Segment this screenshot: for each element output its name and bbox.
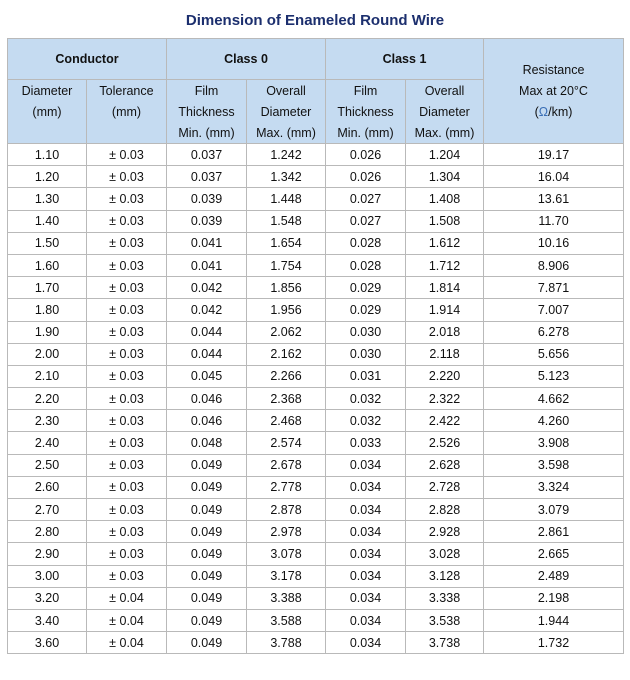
cell-c1-film: 0.034 [326, 543, 406, 565]
cell-diameter: 2.90 [8, 543, 87, 565]
cell-resistance: 1.732 [484, 632, 624, 654]
cell-diameter: 1.90 [8, 321, 87, 343]
table-row [8, 299, 624, 321]
cell-diameter: 3.40 [8, 609, 87, 631]
cell-tolerance: ± 0.03 [87, 299, 167, 321]
cell-c0-overall: 1.242 [247, 144, 326, 166]
cell-diameter: 2.80 [8, 521, 87, 543]
header-diameter-line1: Diameter [8, 80, 87, 102]
cell-diameter: 3.20 [8, 587, 87, 609]
cell-c0-overall: 3.788 [247, 632, 326, 654]
cell-diameter: 2.30 [8, 410, 87, 432]
cell-c1-film: 0.034 [326, 587, 406, 609]
cell-c0-overall: 2.574 [247, 432, 326, 454]
header-diameter-line2: (mm) [8, 101, 87, 122]
cell-c0-overall: 1.856 [247, 277, 326, 299]
table-row [8, 166, 624, 188]
cell-c0-film: 0.049 [167, 587, 247, 609]
cell-c1-overall: 2.628 [406, 454, 484, 476]
header-c0-overall-line1: Overall [247, 80, 326, 102]
cell-tolerance: ± 0.03 [87, 144, 167, 166]
cell-diameter: 2.00 [8, 343, 87, 365]
header-c1-overall-line1: Overall [406, 80, 484, 102]
cell-c1-overall: 3.128 [406, 565, 484, 587]
cell-c1-film: 0.026 [326, 144, 406, 166]
table-row [8, 388, 624, 410]
header-resistance-line1: Resistance [522, 62, 585, 77]
cell-tolerance: ± 0.03 [87, 499, 167, 521]
cell-diameter: 1.50 [8, 232, 87, 254]
cell-c1-overall: 2.118 [406, 343, 484, 365]
unit-rest: /km) [548, 104, 573, 119]
cell-c0-film: 0.041 [167, 254, 247, 276]
table-row [8, 432, 624, 454]
cell-c0-film: 0.046 [167, 388, 247, 410]
cell-resistance: 10.16 [484, 232, 624, 254]
table-row [8, 277, 624, 299]
cell-c1-overall: 1.408 [406, 188, 484, 210]
cell-c1-film: 0.034 [326, 632, 406, 654]
cell-c1-film: 0.034 [326, 565, 406, 587]
table-row [8, 587, 624, 609]
cell-c1-overall: 2.018 [406, 321, 484, 343]
cell-c1-film: 0.030 [326, 321, 406, 343]
cell-c0-overall: 3.388 [247, 587, 326, 609]
cell-tolerance: ± 0.04 [87, 632, 167, 654]
header-tolerance-line3 [87, 122, 167, 144]
cell-c0-film: 0.044 [167, 343, 247, 365]
cell-c1-overall: 2.322 [406, 388, 484, 410]
cell-c1-overall: 3.028 [406, 543, 484, 565]
cell-resistance: 2.489 [484, 565, 624, 587]
cell-c1-film: 0.034 [326, 521, 406, 543]
cell-c1-film: 0.034 [326, 476, 406, 498]
table-row [8, 254, 624, 276]
table-row [8, 499, 624, 521]
cell-diameter: 1.40 [8, 210, 87, 232]
table-body [8, 144, 624, 654]
cell-resistance: 3.908 [484, 432, 624, 454]
cell-tolerance: ± 0.03 [87, 454, 167, 476]
cell-tolerance: ± 0.03 [87, 521, 167, 543]
cell-resistance: 3.079 [484, 499, 624, 521]
cell-c1-overall: 1.304 [406, 166, 484, 188]
cell-c0-overall: 2.678 [247, 454, 326, 476]
cell-c1-film: 0.033 [326, 432, 406, 454]
cell-c0-overall: 2.778 [247, 476, 326, 498]
cell-c0-overall: 1.754 [247, 254, 326, 276]
cell-diameter: 3.60 [8, 632, 87, 654]
cell-diameter: 2.10 [8, 365, 87, 387]
cell-c0-overall: 2.468 [247, 410, 326, 432]
cell-resistance: 11.70 [484, 210, 624, 232]
table-row [8, 321, 624, 343]
cell-c0-overall: 3.588 [247, 609, 326, 631]
cell-tolerance: ± 0.03 [87, 166, 167, 188]
cell-c1-film: 0.034 [326, 609, 406, 631]
table-row [8, 188, 624, 210]
cell-resistance: 5.656 [484, 343, 624, 365]
cell-c1-overall: 3.338 [406, 587, 484, 609]
cell-c1-overall: 2.220 [406, 365, 484, 387]
cell-c1-overall: 3.538 [406, 609, 484, 631]
cell-tolerance: ± 0.03 [87, 388, 167, 410]
cell-c0-overall: 1.548 [247, 210, 326, 232]
header-class-1: Class 1 [326, 39, 484, 80]
cell-diameter: 2.70 [8, 499, 87, 521]
cell-c0-overall: 2.878 [247, 499, 326, 521]
cell-diameter: 1.10 [8, 144, 87, 166]
page-title: Dimension of Enameled Round Wire [185, 12, 445, 29]
header-c1-film-line1: Film [326, 80, 406, 102]
cell-tolerance: ± 0.03 [87, 254, 167, 276]
cell-c0-film: 0.048 [167, 432, 247, 454]
cell-c0-film: 0.046 [167, 410, 247, 432]
cell-c0-film: 0.044 [167, 321, 247, 343]
cell-resistance: 2.198 [484, 587, 624, 609]
cell-tolerance: ± 0.03 [87, 321, 167, 343]
cell-diameter: 2.40 [8, 432, 87, 454]
cell-c1-overall: 3.738 [406, 632, 484, 654]
cell-c0-overall: 1.956 [247, 299, 326, 321]
cell-c0-film: 0.042 [167, 277, 247, 299]
cell-c1-film: 0.029 [326, 299, 406, 321]
table-row [8, 632, 624, 654]
cell-resistance: 3.598 [484, 454, 624, 476]
cell-c0-overall: 1.342 [247, 166, 326, 188]
cell-c1-overall: 1.814 [406, 277, 484, 299]
cell-c0-film: 0.049 [167, 609, 247, 631]
cell-c0-overall: 1.654 [247, 232, 326, 254]
cell-c0-overall: 2.162 [247, 343, 326, 365]
table-row [8, 521, 624, 543]
cell-resistance: 6.278 [484, 321, 624, 343]
header-tolerance-line1: Tolerance [87, 80, 167, 102]
cell-tolerance: ± 0.03 [87, 343, 167, 365]
cell-c0-film: 0.039 [167, 188, 247, 210]
cell-c0-film: 0.039 [167, 210, 247, 232]
table-row [8, 609, 624, 631]
header-c0-film-line1: Film [167, 80, 247, 102]
cell-c0-overall: 3.078 [247, 543, 326, 565]
cell-c0-film: 0.049 [167, 565, 247, 587]
header-conductor: Conductor [8, 39, 167, 80]
cell-diameter: 1.70 [8, 277, 87, 299]
cell-resistance: 19.17 [484, 144, 624, 166]
cell-diameter: 2.50 [8, 454, 87, 476]
cell-resistance: 16.04 [484, 166, 624, 188]
cell-c0-overall: 2.978 [247, 521, 326, 543]
cell-tolerance: ± 0.03 [87, 476, 167, 498]
cell-c0-film: 0.049 [167, 543, 247, 565]
cell-diameter: 1.20 [8, 166, 87, 188]
header-resistance-line2: Max at 20°C [519, 83, 588, 98]
table-row [8, 476, 624, 498]
cell-c0-film: 0.049 [167, 632, 247, 654]
cell-diameter: 2.20 [8, 388, 87, 410]
cell-resistance: 8.906 [484, 254, 624, 276]
header-c0-film-line2: Thickness [167, 101, 247, 122]
cell-c1-overall: 2.928 [406, 521, 484, 543]
cell-resistance: 5.123 [484, 365, 624, 387]
cell-c0-film: 0.045 [167, 365, 247, 387]
cell-c1-overall: 1.712 [406, 254, 484, 276]
header-c1-film-line2: Thickness [326, 101, 406, 122]
header-c0-overall-line2: Diameter [247, 101, 326, 122]
table-row [8, 543, 624, 565]
table-row [8, 565, 624, 587]
cell-tolerance: ± 0.04 [87, 587, 167, 609]
header-diameter-line3 [8, 122, 87, 144]
cell-c0-overall: 2.062 [247, 321, 326, 343]
table-row [8, 454, 624, 476]
cell-c1-film: 0.026 [326, 166, 406, 188]
cell-c1-overall: 2.728 [406, 476, 484, 498]
cell-c1-overall: 1.508 [406, 210, 484, 232]
cell-c0-film: 0.042 [167, 299, 247, 321]
cell-c1-film: 0.028 [326, 232, 406, 254]
cell-resistance: 7.007 [484, 299, 624, 321]
wire-dimension-table [7, 38, 624, 654]
header-c0-film-line3: Min. (mm) [167, 122, 247, 144]
ohm-icon: Ω [538, 104, 549, 119]
cell-tolerance: ± 0.03 [87, 432, 167, 454]
cell-resistance: 2.861 [484, 521, 624, 543]
cell-tolerance: ± 0.03 [87, 232, 167, 254]
cell-c1-film: 0.031 [326, 365, 406, 387]
cell-tolerance: ± 0.03 [87, 543, 167, 565]
table-row [8, 210, 624, 232]
cell-c1-film: 0.030 [326, 343, 406, 365]
cell-c1-film: 0.029 [326, 277, 406, 299]
cell-c1-film: 0.027 [326, 188, 406, 210]
cell-c0-overall: 2.368 [247, 388, 326, 410]
cell-c0-film: 0.049 [167, 454, 247, 476]
cell-tolerance: ± 0.03 [87, 365, 167, 387]
table-row [8, 232, 624, 254]
cell-diameter: 1.80 [8, 299, 87, 321]
cell-c0-film: 0.041 [167, 232, 247, 254]
header-c1-overall-line2: Diameter [406, 101, 484, 122]
cell-tolerance: ± 0.03 [87, 210, 167, 232]
cell-tolerance: ± 0.04 [87, 609, 167, 631]
cell-resistance: 4.260 [484, 410, 624, 432]
header-resistance-unit [484, 102, 623, 123]
cell-diameter: 1.60 [8, 254, 87, 276]
header-class-0: Class 0 [167, 39, 326, 80]
header-c1-overall-line3: Max. (mm) [406, 122, 484, 144]
cell-resistance: 3.324 [484, 476, 624, 498]
cell-diameter: 3.00 [8, 565, 87, 587]
cell-c0-film: 0.049 [167, 499, 247, 521]
table-row [8, 343, 624, 365]
cell-c1-film: 0.027 [326, 210, 406, 232]
cell-tolerance: ± 0.03 [87, 565, 167, 587]
cell-c1-overall: 1.204 [406, 144, 484, 166]
cell-resistance: 13.61 [484, 188, 624, 210]
cell-tolerance: ± 0.03 [87, 410, 167, 432]
cell-c0-film: 0.049 [167, 476, 247, 498]
cell-c0-film: 0.037 [167, 166, 247, 188]
cell-c1-overall: 2.828 [406, 499, 484, 521]
cell-c1-film: 0.032 [326, 388, 406, 410]
cell-c1-film: 0.028 [326, 254, 406, 276]
table-row [8, 144, 624, 166]
header-c0-overall-line3: Max. (mm) [247, 122, 326, 144]
table-row [8, 410, 624, 432]
cell-c1-overall: 2.526 [406, 432, 484, 454]
cell-c0-film: 0.037 [167, 144, 247, 166]
cell-c1-overall: 2.422 [406, 410, 484, 432]
cell-c1-film: 0.032 [326, 410, 406, 432]
cell-resistance: 2.665 [484, 543, 624, 565]
cell-c0-overall: 2.266 [247, 365, 326, 387]
cell-resistance: 7.871 [484, 277, 624, 299]
cell-resistance: 1.944 [484, 609, 624, 631]
cell-diameter: 2.60 [8, 476, 87, 498]
table-row [8, 365, 624, 387]
cell-c1-overall: 1.612 [406, 232, 484, 254]
cell-resistance: 4.662 [484, 388, 624, 410]
cell-c0-overall: 1.448 [247, 188, 326, 210]
header-c1-film-line3: Min. (mm) [326, 122, 406, 144]
cell-diameter: 1.30 [8, 188, 87, 210]
cell-c1-film: 0.034 [326, 499, 406, 521]
header-tolerance-line2: (mm) [87, 101, 167, 122]
cell-tolerance: ± 0.03 [87, 188, 167, 210]
cell-c0-overall: 3.178 [247, 565, 326, 587]
cell-c1-overall: 1.914 [406, 299, 484, 321]
cell-c0-film: 0.049 [167, 521, 247, 543]
header-resistance [484, 39, 624, 144]
unit-open-paren: ( [534, 104, 539, 119]
cell-tolerance: ± 0.03 [87, 277, 167, 299]
cell-c1-film: 0.034 [326, 454, 406, 476]
